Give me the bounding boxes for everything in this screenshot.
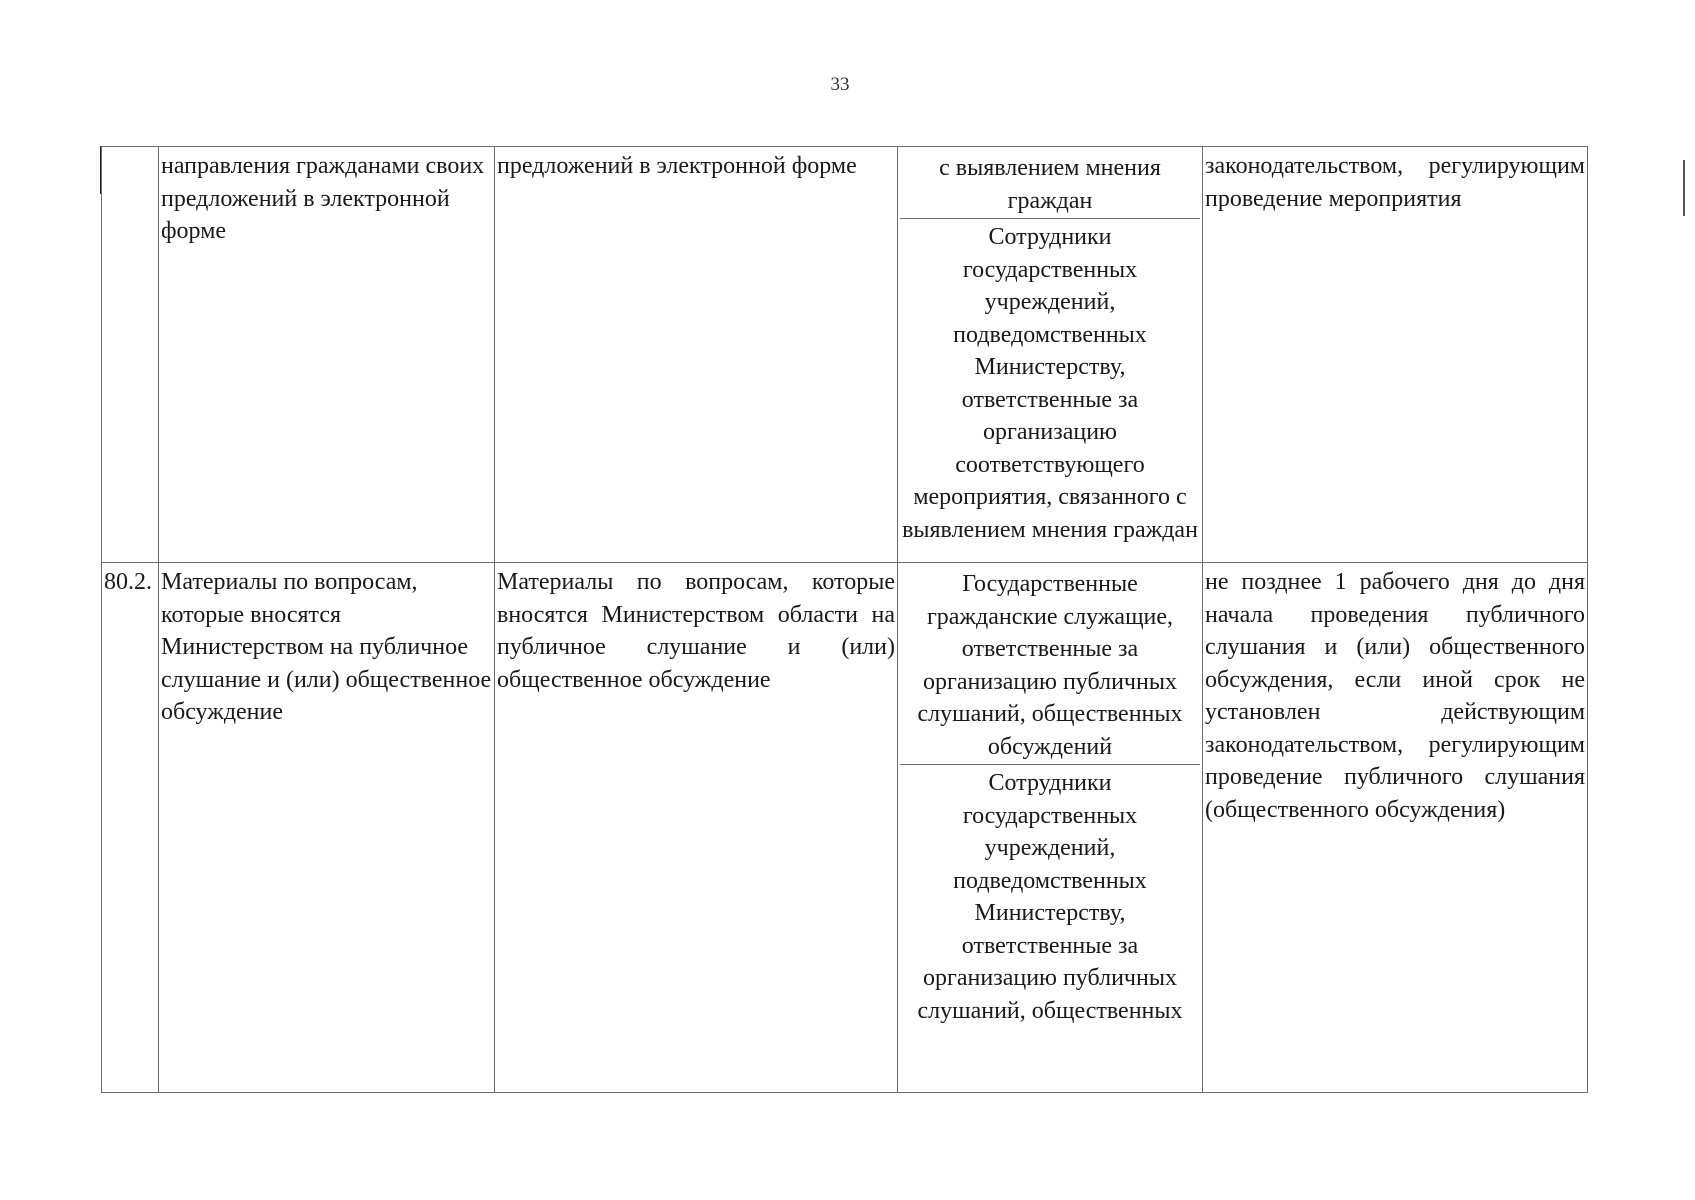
table-row xyxy=(102,147,1588,563)
responsible-entry: Сотрудники государственных учреждений, подведомственных Министерству, ответственные за организацию соответствующего мероприятия, связанного с выявлением мнения граждан xyxy=(900,218,1200,547)
row-name: направления гражданами своих предложений в электронной форме xyxy=(159,147,495,563)
row-name: Материалы по вопросам, которые вносятся Министерством на публичное слушание и (или) общественное обсуждение xyxy=(159,563,495,1093)
row-responsible xyxy=(898,147,1203,563)
row-description: Материалы по вопросам, которые вносятся Министерством области на публичное слушание и (или) общественное обсуждение xyxy=(495,563,898,1093)
responsible-entry: Государственные гражданские служащие, ответственные за организацию публичных слушаний, общественных обсуждений xyxy=(917,571,1183,760)
responsible-entry: с выявлением мнения граждан xyxy=(939,155,1161,214)
scan-edge-right xyxy=(1683,160,1685,216)
row-number: 80.2. xyxy=(102,563,159,1093)
row-description: предложений в электронной форме xyxy=(495,147,898,563)
page-number: 33 xyxy=(830,74,850,95)
document-table xyxy=(101,146,1588,1093)
responsible-entry: Сотрудники государственных учреждений, подведомственных Министерству, ответственные за организацию публичных слушаний, общественных xyxy=(900,764,1200,1028)
row-number xyxy=(102,147,159,563)
row-term: законодательством, регулирующим проведение мероприятия xyxy=(1203,147,1588,563)
table-row xyxy=(102,563,1588,1093)
row-responsible xyxy=(898,563,1203,1093)
row-term: не позднее 1 рабочего дня до дня начала проведения публичного слушания и (или) общественного обсуждения, если иной срок не установлен действующим законодательством, регулирующим проведение публичного слушания (общественного обсуждения) xyxy=(1203,563,1588,1093)
